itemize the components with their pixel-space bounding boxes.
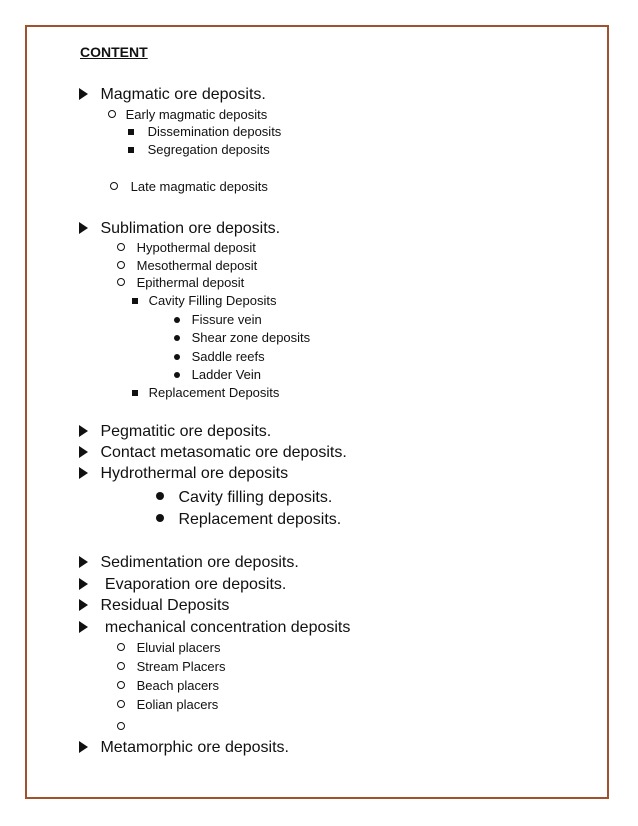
list-item-epithermal [117, 276, 244, 289]
circle-bullet-icon [117, 278, 125, 286]
list-item-replacement [132, 386, 279, 399]
circle-bullet-icon [117, 243, 125, 251]
arrow-bullet-icon [79, 222, 88, 234]
list-item-cavity-filling [132, 294, 277, 307]
arrow-bullet-icon [79, 425, 88, 437]
item-label: Dissemination deposits [147, 124, 282, 139]
list-item-dissemination [128, 125, 281, 138]
list-item-stream [117, 660, 226, 673]
circle-bullet-icon [117, 643, 125, 651]
item-label: Segregation deposits [147, 142, 270, 157]
item-label: Eluvial placers [136, 640, 221, 655]
square-bullet-icon [132, 390, 138, 396]
item-label: Cavity filling deposits. [178, 489, 333, 506]
list-item-pegmatitic [79, 424, 271, 440]
arrow-bullet-icon [79, 556, 88, 568]
list-item-replacement-2 [156, 512, 341, 528]
list-item-fissure-vein [174, 313, 262, 326]
list-item-mechanical [79, 620, 350, 636]
arrow-bullet-icon [79, 467, 88, 479]
list-item-magmatic [79, 87, 266, 103]
list-item-shear-zone [174, 331, 310, 344]
square-bullet-icon [132, 298, 138, 304]
circle-bullet-icon [117, 700, 125, 708]
item-label: Beach placers [136, 678, 220, 693]
content-heading: CONTENT [80, 44, 148, 60]
list-item-ladder-vein [174, 368, 261, 381]
item-label: Saddle reefs [191, 349, 265, 364]
item-label: Sublimation ore deposits. [100, 220, 281, 237]
item-label: Metamorphic ore deposits. [100, 739, 289, 756]
item-label: Residual Deposits [100, 597, 230, 614]
item-label: Contact metasomatic ore deposits. [100, 444, 347, 461]
item-label: Late magmatic deposits [130, 179, 268, 194]
circle-bullet-icon [117, 662, 125, 670]
item-label: Replacement deposits. [178, 511, 342, 528]
list-item-sublimation [79, 221, 280, 237]
item-label: Hypothermal deposit [136, 240, 256, 255]
list-item-contact-metasomatic [79, 445, 347, 461]
item-label: Cavity Filling Deposits [148, 293, 277, 308]
list-item-evaporation [79, 577, 286, 593]
dot-bullet-icon [174, 372, 180, 378]
item-label: Eolian placers [136, 697, 219, 712]
list-item-late-magmatic [110, 180, 268, 193]
item-label: Evaporation ore deposits. [100, 576, 287, 593]
item-label: Fissure vein [191, 312, 262, 327]
list-item-residual [79, 598, 229, 614]
list-item-saddle-reefs [174, 350, 265, 363]
item-label: Stream Placers [136, 659, 226, 674]
item-label: Ladder Vein [191, 367, 262, 382]
list-item-segregation [128, 143, 270, 156]
dot-bullet-icon [174, 354, 180, 360]
list-item-empty [117, 720, 125, 733]
item-label: mechanical concentration deposits [100, 619, 351, 636]
arrow-bullet-icon [79, 88, 88, 100]
dot-bullet-icon [174, 335, 180, 341]
circle-bullet-icon [117, 261, 125, 269]
square-bullet-icon [128, 147, 134, 153]
arrow-bullet-icon [79, 578, 88, 590]
circle-bullet-icon [108, 110, 116, 118]
dot-bullet-icon [156, 492, 164, 500]
arrow-bullet-icon [79, 621, 88, 633]
page-border [25, 25, 609, 799]
item-label: Mesothermal deposit [136, 258, 258, 273]
arrow-bullet-icon [79, 599, 88, 611]
list-item-early-magmatic [108, 108, 267, 121]
arrow-bullet-icon [79, 446, 88, 458]
list-item-beach [117, 679, 219, 692]
item-label: Magmatic ore deposits. [100, 86, 266, 103]
item-label: Early magmatic deposits [125, 107, 268, 122]
item-label: Sedimentation ore deposits. [100, 554, 299, 571]
item-label: Hydrothermal ore deposits [100, 465, 289, 482]
item-label: Epithermal deposit [136, 275, 245, 290]
arrow-bullet-icon [79, 741, 88, 753]
dot-bullet-icon [156, 514, 164, 522]
list-item-mesothermal [117, 259, 257, 272]
circle-bullet-icon [117, 722, 125, 730]
item-label: Pegmatitic ore deposits. [100, 423, 272, 440]
list-item-hydrothermal [79, 466, 288, 482]
list-item-metamorphic [79, 740, 289, 756]
list-item-eluvial [117, 641, 220, 654]
circle-bullet-icon [110, 182, 118, 190]
list-item-eolian [117, 698, 218, 711]
dot-bullet-icon [174, 317, 180, 323]
square-bullet-icon [128, 129, 134, 135]
item-label: Replacement Deposits [148, 385, 280, 400]
list-item-hypothermal [117, 241, 256, 254]
item-label: Shear zone deposits [191, 330, 311, 345]
list-item-cavity-filling-2 [156, 490, 332, 506]
circle-bullet-icon [117, 681, 125, 689]
list-item-sedimentation [79, 555, 299, 571]
